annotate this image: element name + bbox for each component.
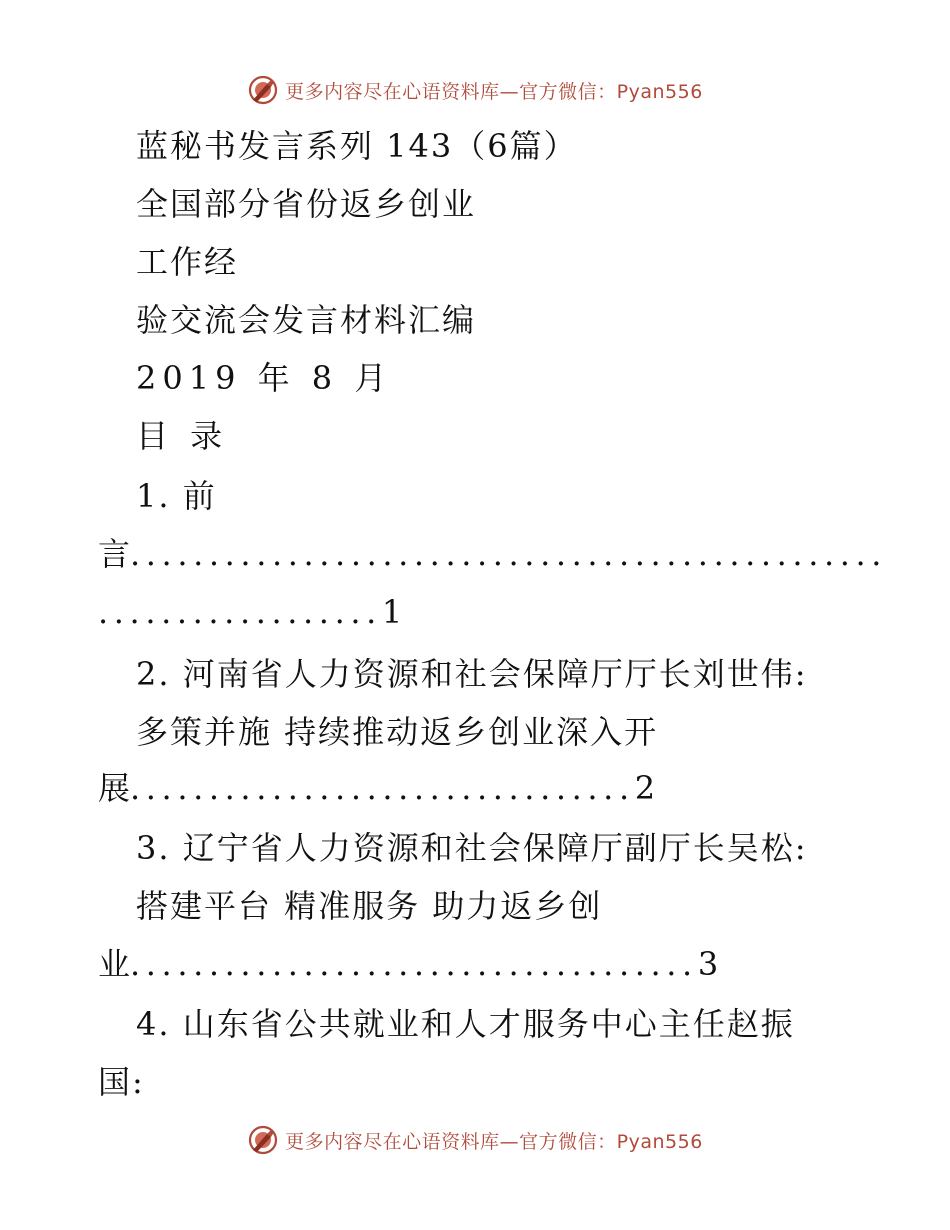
pen-logo-icon [247,74,279,106]
toc-entry-2-wrap: 展 [98,769,131,807]
footer-banner [0,1122,950,1158]
doc-title-line-4: 验交流会发言材料汇编 [136,301,477,339]
toc-entry-3-subtitle: 搭建平台 精准服务 助力返乡创 [136,887,603,925]
toc-entry-3-leader [98,944,718,984]
toc-entry-1-dots-2: .................. [98,593,382,631]
doc-title-line-3: 工作经 [136,243,239,281]
toc-entry-1-title: 1. 前 [136,477,217,515]
doc-title-line-2: 全国部分省份返乡创业 [136,185,477,223]
toc-entry-4-wrap: 国: [98,1063,145,1101]
toc-entry-3-dots: .................................... [130,945,698,983]
toc-entry-1-leader-2 [98,592,402,632]
footer-banner-text: 更多内容尽在心语资料库—官方微信：Pyan556 [285,1130,703,1153]
toc-entry-2-title: 2. 河南省人力资源和社会保障厅厅长刘世伟: [136,655,808,693]
doc-date: 2019 年 8 月 [136,359,393,397]
toc-entry-4-title: 4. 山东省公共就业和人才服务中心主任赵振 [136,1005,795,1043]
toc-entry-1-page: 1 [381,593,403,631]
toc-heading: 目 录 [136,417,229,455]
toc-entry-1-wrap: 言 [98,535,131,573]
header-banner-text: 更多内容尽在心语资料库—官方微信：Pyan556 [285,80,703,103]
toc-entry-2-dots: ................................ [130,769,635,807]
toc-entry-2-page: 2 [634,769,656,807]
header-banner [0,72,950,108]
toc-entry-3-wrap: 业 [98,945,131,983]
toc-entry-3-title: 3. 辽宁省人力资源和社会保障厅副厅长吴松: [136,829,808,867]
toc-entry-2-subtitle: 多策并施 持续推动返乡创业深入开 [136,713,659,751]
toc-entry-1-dots: ................................................ [130,535,888,573]
pen-logo-icon [247,1124,279,1156]
toc-entry-2-leader [98,768,655,808]
toc-entry-1-leader [98,534,887,574]
doc-title-line-1: 蓝秘书发言系列 143（6篇） [136,127,578,165]
toc-entry-3-page: 3 [697,945,719,983]
